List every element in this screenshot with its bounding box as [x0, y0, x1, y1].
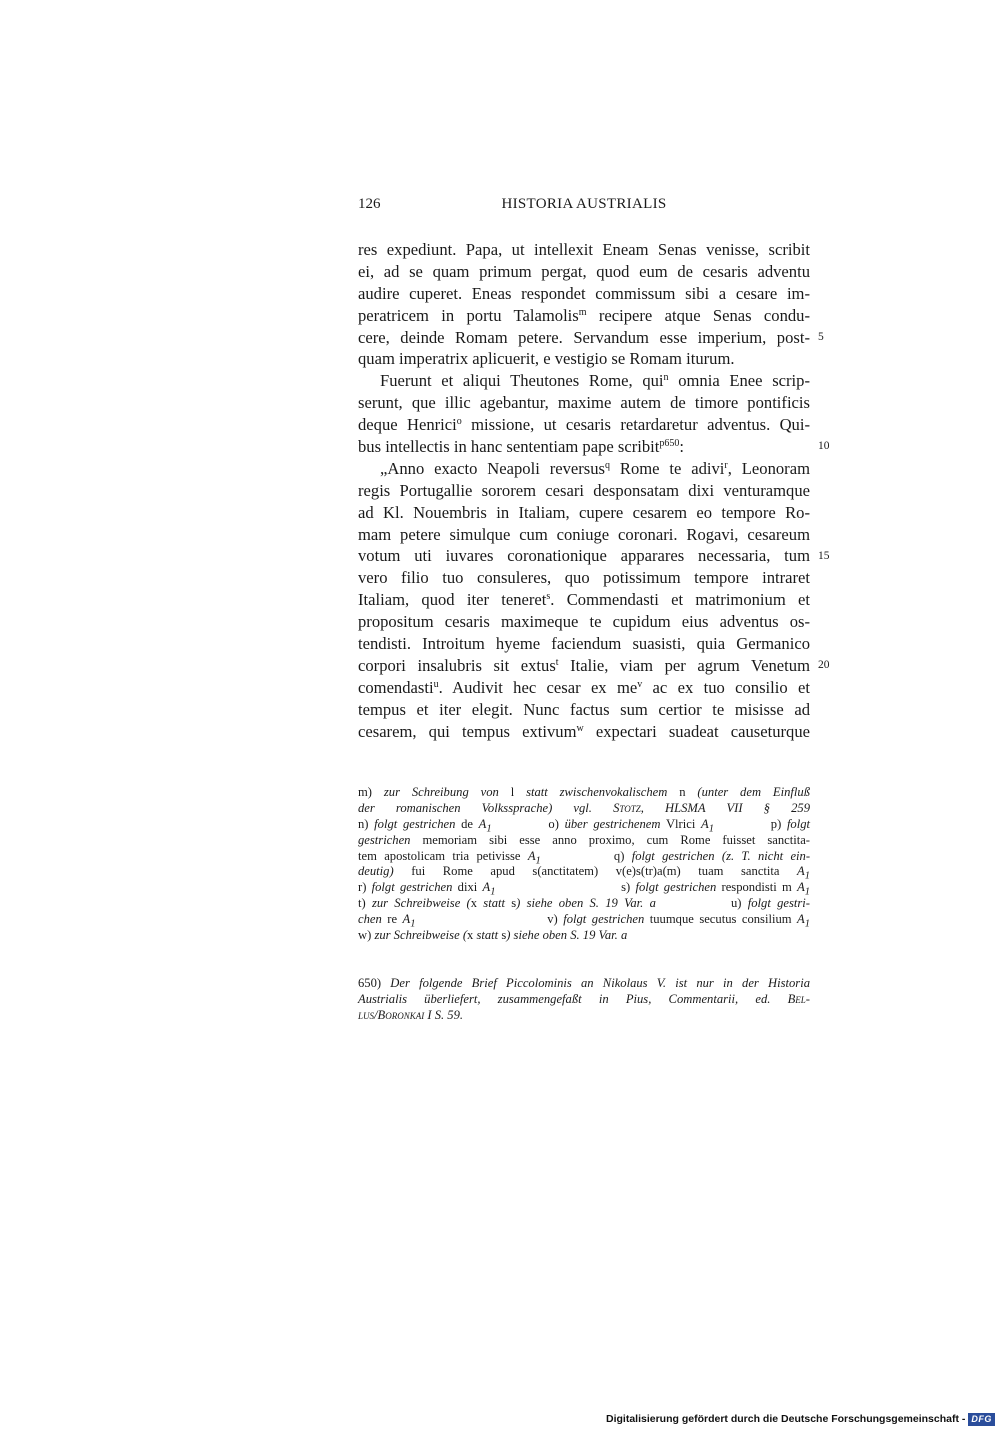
apparatus-line: r) folgt gestrichen dixi $A_1$ s) folgt gestrichen respondisti m $A_1$ [358, 880, 811, 898]
variant-mark: s [546, 591, 551, 603]
footnote-mark: p650 [659, 438, 680, 450]
variant-mark: u [433, 678, 439, 690]
critical-apparatus [358, 785, 810, 944]
text-line: peratricem in portu Talamolis$^m$ recipere atque Senas condu- [358, 305, 811, 325]
funding-notice [606, 1411, 995, 1427]
text-line: mam petere simulque cum coniuge coronari. Rogavi, cesareum [358, 524, 810, 544]
variant-mark: n [663, 372, 669, 384]
text-line: tendisti. Introitum hyeme faciendum suasisti, quia Germanico [358, 634, 810, 654]
text-line: Fuerunt et aliqui Theutones Rome, qui$^n$ omnia Enee scrip- [380, 371, 810, 391]
text-line: serunt, que illic agebantur, maxime autem de timore pontificis [358, 393, 810, 413]
commentary-line: Austrialis überliefert, zusammengefaßt in Pius, Commentarii, ed. Bel- [358, 991, 810, 1006]
text-line: comendasti$^u$. Audivit hec cesar ex $me^v$ ac ex tuo consilio et [358, 677, 810, 697]
text-line: Italiam, quod iter teneret$^s$. Commendasti et matrimonium et [358, 590, 810, 610]
text-line: cere, deinde Romam petere. Servandum esse imperium, post- [358, 327, 810, 347]
text-line: votum uti iuvares coronationique apparares necessaria, tum [358, 546, 810, 566]
commentary-line: 650) Der folgende Brief Piccolominis an Nikolaus V. ist nur in der Historia [358, 976, 811, 990]
apparatus-line: tem apostolicam tria petivisse $A_1$ q) folgt gestrichen (z. T. nicht ein- [358, 848, 811, 867]
line-number: 5 [818, 330, 824, 343]
commentary-notes [358, 976, 810, 1024]
page-header [358, 192, 810, 216]
variant-mark: w [576, 722, 584, 734]
text-line: regis Portugallie sororem cesari desponsatam dixi venturamque [358, 480, 810, 500]
variant-mark: o [456, 416, 462, 428]
text-line: corpori insalubris sit extus$^t$ Italie, viam per agrum Venetum [358, 655, 810, 675]
running-title: HISTORIA AUSTRIALIS [501, 196, 667, 212]
text-line: „Anno exacto Neapoli reversus$^q$ Rome te adivi$^r$, Leonoram [380, 458, 810, 478]
text-line: deque Henrici$^o$ missione, ut cesaris retardaretur adventus. Qui- [358, 415, 810, 435]
text-line: cesarem, qui tempus extivum$^w$ expectari suadeat causeturque [358, 721, 811, 741]
line-number: 15 [818, 549, 830, 562]
apparatus-line: w) zur Schreibweise (x statt s) siehe oben S. 19 Var. a [358, 928, 628, 943]
text-line: quam imperatrix aplicuerit, e vestigio se Romam iturum. [358, 349, 735, 369]
apparatus-line: t) zur Schreibweise (x statt s) siehe oben S. 19 Var. a u) folgt gestri- [358, 896, 810, 911]
text-line: bus intellectis in hanc sententiam pape scribit$^{p650}$: [358, 437, 684, 457]
variant-mark: q [605, 459, 610, 471]
text-line: res expediunt. Papa, ut intellexit Eneam Senas venisse, scribit [358, 240, 810, 259]
variant-mark: m [578, 306, 587, 318]
line-number: 20 [818, 659, 830, 672]
text-line: ei, ad se quam primum pergat, quod eum de cesaris adventu [358, 261, 810, 281]
text-line: tempus et iter elegit. Nunc factus sum certior te misisse ad [358, 699, 810, 719]
text-line: ad Kl. Nouembris in Italiam, cupere cesarem eo tempore Ro- [358, 502, 810, 522]
apparatus-line: chen re $A_1$ v) folgt gestrichen tuumque secutus consilium $A_1$ [358, 912, 810, 930]
apparatus-line: deutig) fui Rome apud s(anctitatem) v(e)s(tr)a(m) tuam sanctita $A_1$ [358, 864, 810, 882]
apparatus-line: n) folgt gestrichen de $A_1$ o) über gestrichenem Vlrici $A_1$ p) folgt [358, 816, 811, 835]
apparatus-line: der romanischen Volkssprache) vgl. Stotz, HLSMA VII § 259 [358, 800, 810, 815]
variant-mark: v [637, 678, 643, 690]
text-line: vero filio tuo consuleres, quo potissimum tempore intraret [358, 568, 810, 588]
line-number: 10 [818, 440, 830, 453]
variant-mark: t [555, 656, 559, 668]
text-line: propositum cesaris maximeque te cupidum eius adventus os- [358, 612, 810, 632]
page-number: 126 [358, 196, 381, 212]
main-text [358, 239, 810, 742]
funding-notice-text: Digitalisierung gefördert durch die Deutsche Forschungsgemeinschaft - [606, 1413, 966, 1425]
apparatus-line: m) zur Schreibung von l statt zwischenvokalischem n (unter dem Einfluß [358, 785, 810, 799]
dfg-logo: DFG [968, 1413, 995, 1426]
commentary-line: lus/Boronkai I S. 59. [358, 1007, 464, 1022]
text-line: audire cuperet. Eneas respondet commissum sibi a cesare im- [358, 283, 810, 303]
apparatus-line: gestrichen memoriam sibi esse anno proximo, cum Rome fuisset sanctita- [358, 832, 810, 847]
variant-mark: r [724, 459, 728, 471]
